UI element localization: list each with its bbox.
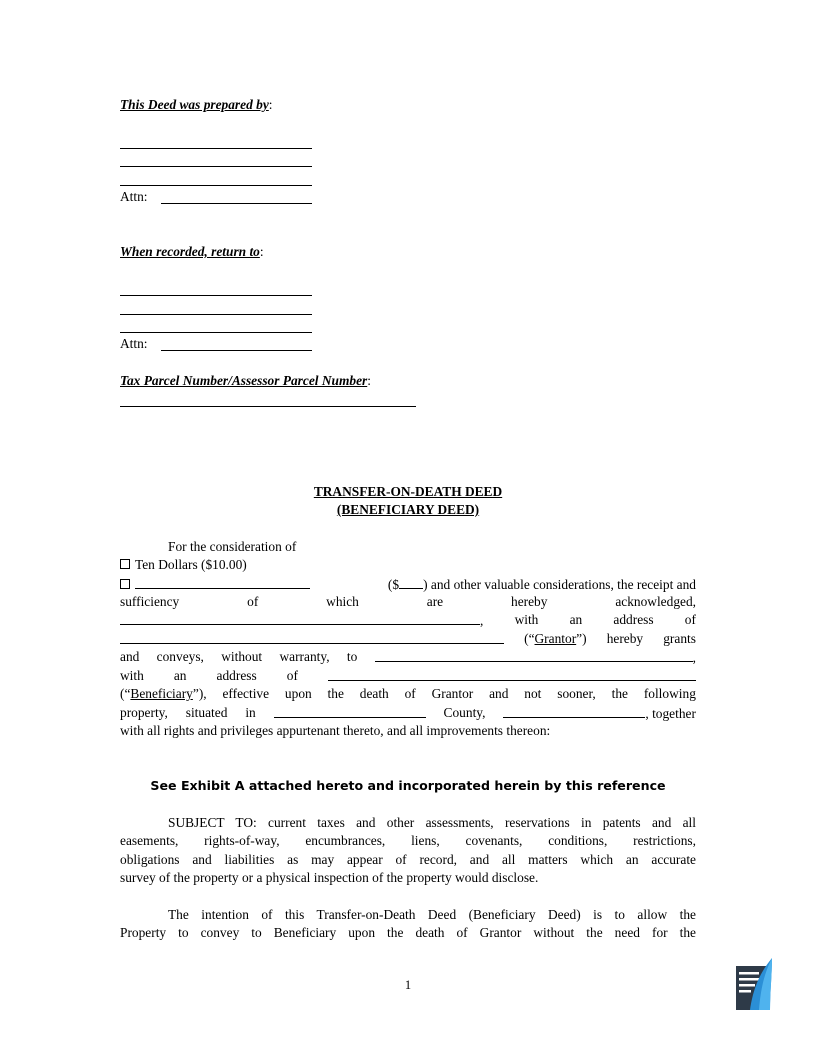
- word: without: [221, 649, 263, 664]
- word: and: [489, 686, 509, 701]
- tax-parcel-header: [120, 372, 371, 390]
- return-to-line-2[interactable]: [120, 314, 312, 315]
- consideration-line-9: [120, 704, 696, 722]
- state-group: [503, 704, 696, 722]
- other-amount-words-field[interactable]: [135, 575, 310, 589]
- option-other-left: [120, 575, 310, 593]
- grantor-term: Grantor: [534, 631, 577, 646]
- word: sufficiency: [120, 594, 180, 609]
- consideration-line-3: [120, 593, 696, 611]
- tax-parcel-colon: :: [367, 373, 371, 388]
- return-to-label: When recorded, return to: [120, 244, 260, 259]
- return-to-line-3[interactable]: [120, 332, 312, 333]
- deed-title: TRANSFER-ON-DEATH DEED: [313, 484, 503, 499]
- grantor-address-field[interactable]: [120, 630, 504, 644]
- word: the: [611, 686, 628, 701]
- word: hereby: [511, 594, 548, 609]
- return-to-header: [120, 243, 264, 261]
- grantor-name-field[interactable]: [120, 611, 480, 625]
- option-other-line: [120, 575, 696, 593]
- document-logo-icon: [734, 956, 774, 1012]
- checkbox-ten-dollars[interactable]: [120, 559, 130, 569]
- paragraph-line: obligations and liabilities as may appear of record, and all matters which an accurate: [120, 852, 696, 867]
- word: Grantor: [431, 686, 474, 701]
- intention-line-2: [120, 924, 696, 942]
- consideration-line-5: [120, 630, 696, 648]
- word: property,: [120, 705, 168, 720]
- consideration-line-4: [120, 611, 696, 629]
- consideration-intro: For the consideration of: [168, 539, 297, 554]
- prepared-by-header: [120, 96, 273, 114]
- beneficiary-term: Beneficiary: [130, 686, 193, 701]
- word: of: [684, 612, 696, 627]
- tax-parcel-label: Tax Parcel Number/Assessor Parcel Number: [120, 373, 368, 388]
- word: following: [643, 686, 696, 701]
- subject-to-line-4: survey of the property or a physical inspection of the property would disclose.: [120, 870, 539, 885]
- prepared-by-colon: :: [268, 97, 273, 112]
- beneficiary-name-field[interactable]: [375, 648, 693, 662]
- word: not: [524, 686, 542, 701]
- deed-subtitle: (BENEFICIARY DEED): [336, 502, 480, 517]
- return-to-line-1[interactable]: [120, 295, 312, 296]
- return-to-attn-label: Attn:: [120, 336, 148, 351]
- word: and: [120, 649, 140, 664]
- prepared-by-line-2[interactable]: [120, 166, 312, 167]
- word: acknowledged,: [615, 594, 696, 609]
- subject-to-line-1: [168, 814, 696, 832]
- word: with: [514, 612, 539, 627]
- prepared-by-attn-label: Attn:: [120, 189, 148, 204]
- amount-rest: ) and other valuable considerations, the receipt and: [423, 577, 696, 592]
- consideration-line-7: [120, 667, 696, 685]
- word: conveys,: [156, 649, 204, 664]
- checkbox-other-amount[interactable]: [120, 579, 130, 589]
- word: an: [173, 668, 187, 683]
- word: are: [426, 594, 444, 609]
- word: ,: [480, 613, 484, 628]
- beneficiary-name-group: [375, 648, 696, 666]
- word: to: [346, 649, 358, 664]
- word: sooner,: [557, 686, 596, 701]
- subject-to-line-2: [120, 832, 696, 850]
- word: in: [245, 705, 256, 720]
- consideration-line-8: [120, 685, 696, 703]
- quote-close: ”): [576, 631, 587, 646]
- word: upon: [284, 686, 312, 701]
- quote-open: (“: [120, 686, 131, 701]
- county-field[interactable]: [274, 704, 426, 718]
- return-to-colon: :: [259, 244, 264, 259]
- prepared-by-line-1[interactable]: [120, 148, 312, 149]
- consideration-line-10: with all rights and privileges appurtenant thereto, and all improvements thereon:: [120, 723, 551, 738]
- word: situated: [185, 705, 228, 720]
- word: an: [569, 612, 583, 627]
- word: warranty,: [279, 649, 330, 664]
- word: address: [613, 612, 654, 627]
- paragraph-line: SUBJECT TO: current taxes and other assessments, reservations in patents and all: [168, 815, 696, 830]
- page-number: 1: [404, 978, 412, 992]
- word: which: [326, 594, 359, 609]
- grantor-defined-term: [524, 630, 586, 648]
- beneficiary-address-field[interactable]: [328, 667, 696, 681]
- word: the: [327, 686, 344, 701]
- other-amount-number-field[interactable]: [399, 575, 423, 589]
- subject-to-line-3: [120, 851, 696, 869]
- prepared-by-attn-field[interactable]: [161, 203, 312, 204]
- quote-open: (“: [524, 631, 535, 646]
- word: address: [216, 668, 257, 683]
- return-to-attn-field[interactable]: [161, 350, 312, 351]
- paragraph-line: easements, rights-of-way, encumbrances, liens, covenants, conditions, restrictions,: [120, 833, 696, 848]
- word: of: [404, 686, 416, 701]
- word: grants: [663, 631, 696, 646]
- prepared-by-line-3[interactable]: [120, 185, 312, 186]
- option-other-amount: [388, 575, 696, 593]
- option-ten-dollars[interactable]: [120, 556, 247, 574]
- state-field[interactable]: [503, 704, 645, 718]
- amount-prefix: ($: [387, 577, 400, 592]
- exhibit-reference: See Exhibit A attached hereto and incorporated herein by this reference: [150, 778, 666, 793]
- word: of: [286, 668, 298, 683]
- formswift-logo: [734, 956, 774, 1012]
- grantor-name-group: [120, 611, 483, 629]
- county-label: County,: [443, 705, 486, 720]
- prepared-by-label: This Deed was prepared by: [120, 97, 269, 112]
- beneficiary-defined-term: [120, 685, 207, 703]
- together-text: , together: [645, 706, 696, 721]
- consideration-line-6: [120, 648, 696, 666]
- word: effective: [222, 686, 270, 701]
- quote-close: ”),: [192, 686, 207, 701]
- paragraph-line: The intention of this Transfer-on-Death Deed (Beneficiary Deed) is to allow the: [168, 907, 696, 922]
- comma: ,: [692, 650, 696, 665]
- option-ten-dollars-label: Ten Dollars ($10.00): [135, 557, 247, 572]
- paragraph-line: Property to convey to Beneficiary upon the death of Grantor without the need for the: [120, 925, 696, 940]
- word: of: [247, 594, 259, 609]
- intention-line-1: [168, 906, 696, 924]
- word: hereby: [606, 631, 644, 646]
- tax-parcel-field[interactable]: [120, 406, 416, 407]
- word: death: [359, 686, 389, 701]
- word: with: [120, 668, 144, 683]
